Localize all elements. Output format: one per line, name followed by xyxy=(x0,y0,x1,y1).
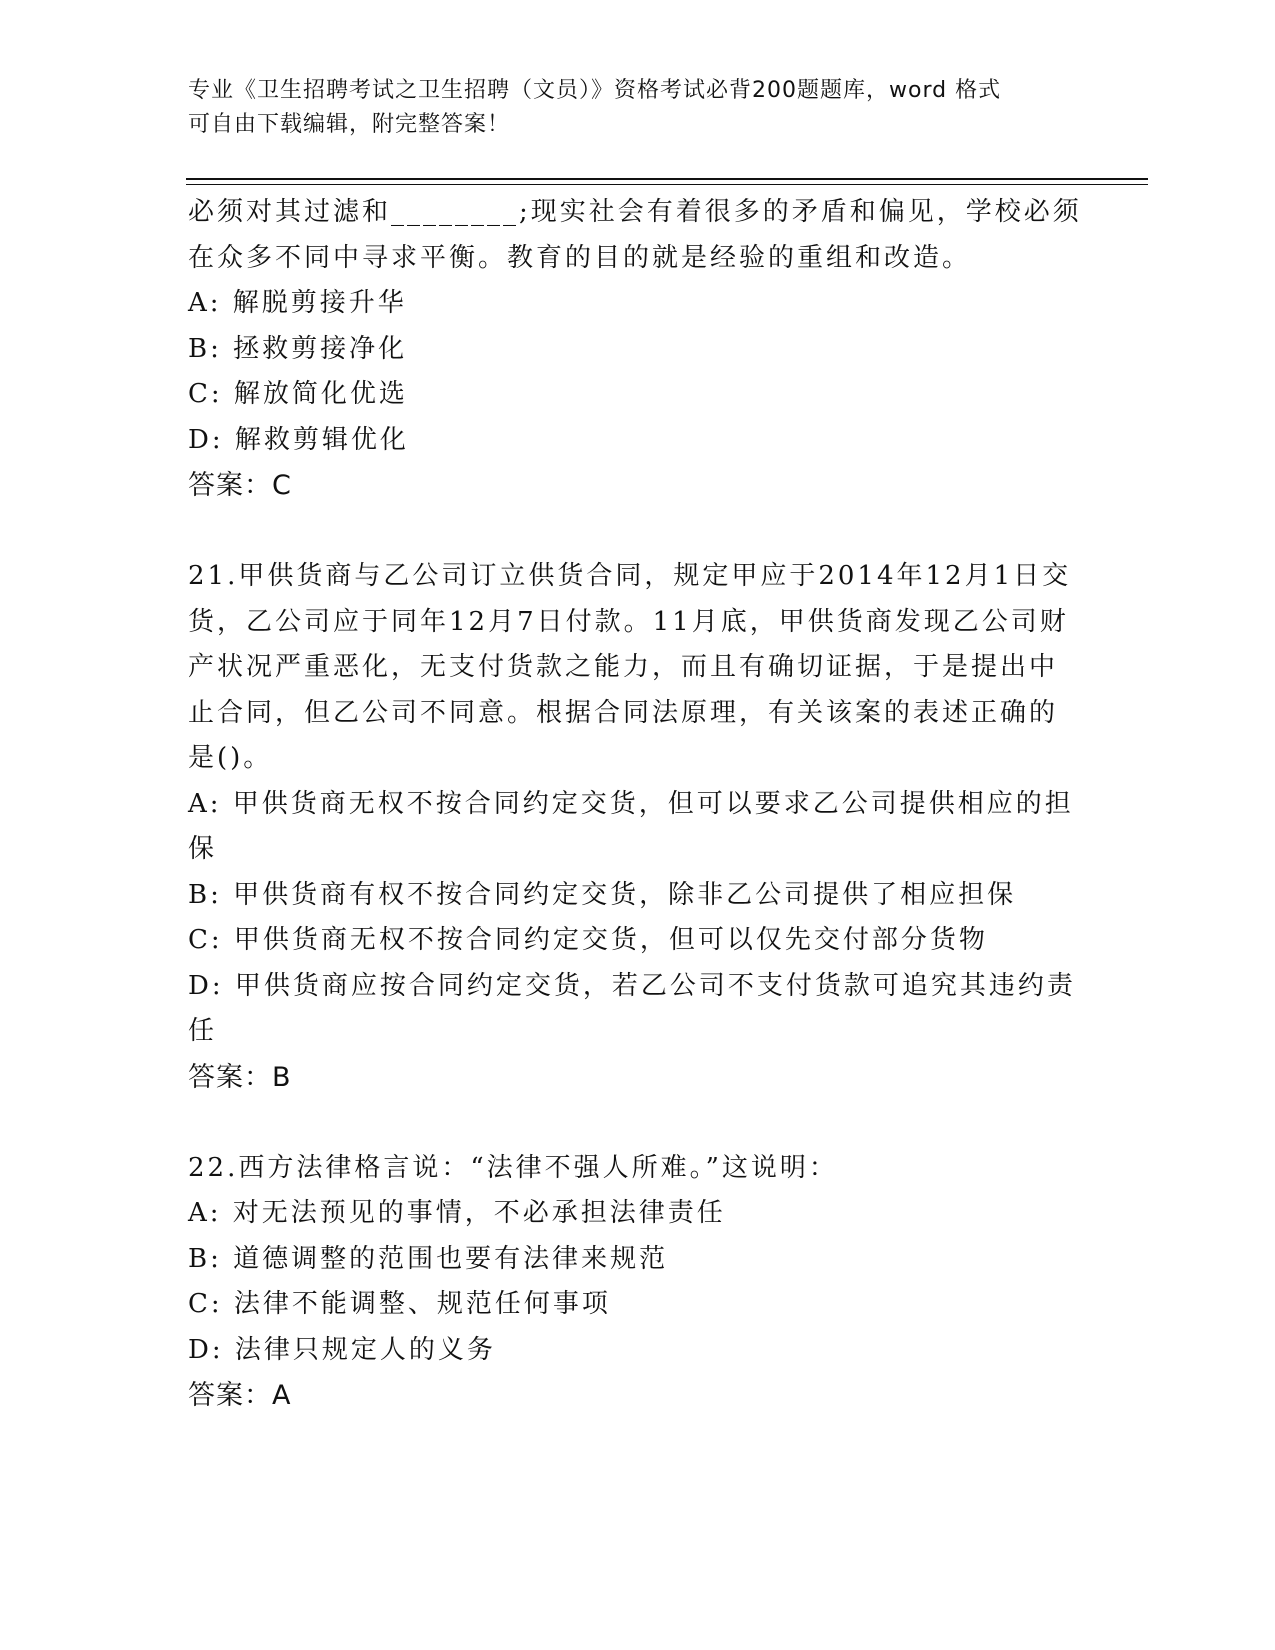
option-d: D: 甲供货商应按合同约定交货，若乙公司不支付货款可追究其违约责 xyxy=(188,970,1076,1001)
question-stem-line: 在众多不同中寻求平衡。教育的目的就是经验的重组和改造。 xyxy=(188,242,972,273)
question-stem-line: 产状况严重恶化，无支付货款之能力，而且有确切证据，于是提出中 xyxy=(188,652,1059,682)
answer-label: 答案：C xyxy=(188,470,292,501)
header-subtitle-line: 可自由下载编辑，附完整答案！ xyxy=(188,112,511,137)
option-d: D: 法律只规定人的义务 xyxy=(188,1334,496,1365)
question-20 xyxy=(188,190,1088,509)
option-d-continued: 任 xyxy=(188,1016,218,1046)
spacer xyxy=(188,1100,1088,1146)
option-a-continued: 保 xyxy=(188,834,218,864)
option-b: B: 甲供货商有权不按合同约定交货，除非乙公司提供了相应担保 xyxy=(188,879,1017,910)
option-c: C: 法律不能调整、规范任何事项 xyxy=(188,1289,611,1319)
question-stem-line: 货，乙公司应于同年12月7日付款。11月底，甲供货商发现乙公司财 xyxy=(188,606,1069,637)
option-a: A: 对无法预见的事情，不必承担法律责任 xyxy=(188,1198,726,1228)
question-stem-line: 是()。 xyxy=(188,743,273,773)
option-a: A: 解脱剪接升华 xyxy=(188,288,407,318)
option-c: C: 甲供货商无权不按合同约定交货，但可以仅先交付部分货物 xyxy=(188,925,988,955)
spacer xyxy=(188,509,1088,555)
page-header xyxy=(188,74,1068,142)
header-divider-thick xyxy=(186,178,1148,180)
question-content xyxy=(188,190,1088,1419)
question-21 xyxy=(188,554,1088,1100)
question-stem-line: 21.甲供货商与乙公司订立供货合同，规定甲应于2014年12月1日交 xyxy=(188,561,1072,591)
option-b: B: 道德调整的范围也要有法律来规范 xyxy=(188,1243,669,1274)
answer-label: 答案：A xyxy=(188,1380,292,1411)
question-stem-line: 止合同，但乙公司不同意。根据合同法原理，有关该案的表述正确的 xyxy=(188,697,1059,728)
header-title-line: 专业《卫生招聘考试之卫生招聘（文员）》资格考试必背200题题库，word 格式 xyxy=(188,78,1002,103)
header-divider-thin xyxy=(186,184,1148,185)
question-stem-line: 22.西方法律格言说：“法律不强人所难。”这说明： xyxy=(188,1152,838,1183)
option-a: A: 甲供货商无权不按合同约定交货，但可以要求乙公司提供相应的担 xyxy=(188,788,1074,819)
option-d: D: 解救剪辑优化 xyxy=(188,424,409,455)
question-stem-line: 必须对其过滤和________;现实社会有着很多的矛盾和偏见，学校必须 xyxy=(188,197,1082,227)
answer-label: 答案：B xyxy=(188,1061,292,1093)
question-22 xyxy=(188,1146,1088,1419)
option-b: B: 拯救剪接净化 xyxy=(188,333,408,364)
option-c: C: 解放简化优选 xyxy=(188,379,408,409)
